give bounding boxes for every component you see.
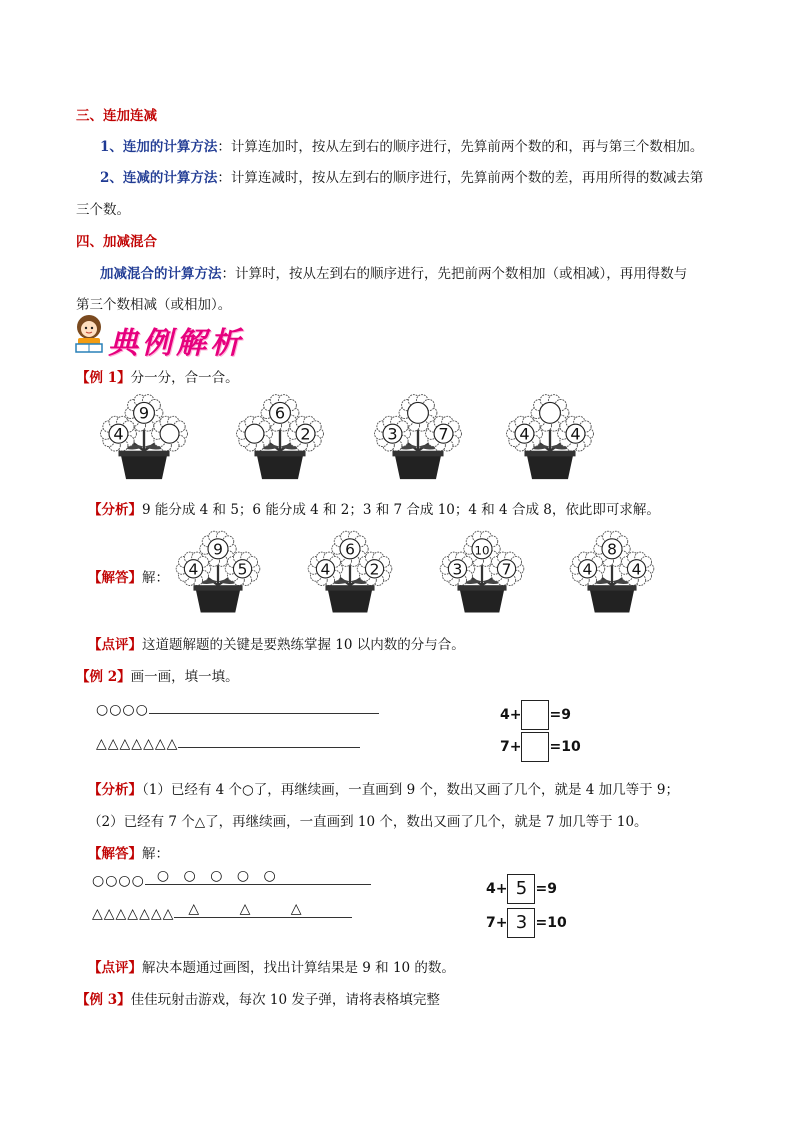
flower-pot-icon [168, 528, 268, 616]
flower-pot [300, 528, 400, 620]
ex2-heading: 【例 2】画一画，填一填。 [76, 669, 239, 685]
answer-line: ○ ○ ○ ○ ○ [145, 884, 371, 885]
flower-left-number: 3 [387, 424, 398, 444]
ex2-analysis-2: （2）已经有 7 个△了，再继续画，一直画到 10 个，数出又画了几个，就是 7 加几等于 10。 [88, 814, 648, 830]
flower-pot-icon [228, 392, 332, 482]
ex2-ans-triangle-row: △△△△△△△ △ △ △ [92, 906, 352, 922]
flower-top-number: 8 [607, 540, 617, 559]
flower-pot [92, 392, 196, 486]
section-title-4: 四、加减混合 [76, 234, 157, 250]
flower-pot [366, 392, 470, 486]
flower-left-number: 4 [519, 424, 530, 444]
flower-left-number: 4 [113, 424, 124, 444]
flower-pot-icon [498, 392, 602, 482]
flower-pot [432, 528, 532, 620]
flower-right-number: 5 [237, 560, 248, 579]
flower-pot-icon [562, 528, 662, 616]
section-title-3: 三、连加连减 [76, 108, 157, 124]
flower-top-number: 9 [138, 403, 150, 423]
filled-box: 3 [507, 908, 535, 938]
flower-pot [498, 392, 602, 486]
filled-box: 5 [507, 874, 535, 904]
ex2-eq2: 7+ =10 [500, 732, 581, 762]
flower-pot-icon [432, 528, 532, 616]
ex1-heading: 【例 1】分一分，合一合。 [76, 370, 239, 386]
flower-right-number: 2 [300, 424, 311, 444]
ex1-comment: 【点评】这道题解题的关键是要熟练掌握 10 以内数的分与合。 [88, 637, 465, 653]
flower-pot-icon [366, 392, 470, 482]
flower-pot-icon [92, 392, 196, 482]
flower-top-number: 9 [213, 540, 223, 559]
ex2-answer: 【解答】解： [88, 846, 169, 862]
item-3-cont: 第三个数相减（或相加）。 [76, 297, 232, 313]
flower-right-number: 7 [501, 560, 512, 579]
flower-pot [228, 392, 332, 486]
answer-line: △ △ △ [174, 917, 352, 918]
ex2-circle-row: ○○○○ [96, 702, 379, 718]
flower-left-number: 4 [582, 560, 593, 579]
flower-top-number: 6 [345, 540, 355, 559]
ex3-heading: 【例 3】佳佳玩射击游戏，每次 10 发子弹，请将表格填完整 [76, 992, 440, 1008]
item-2: 2、连减的计算方法：计算连减时，按从左到右的顺序进行，先算前两个数的差，再用所得的数减去第 [100, 170, 704, 186]
girl-reading-icon [72, 314, 106, 354]
blank-box[interactable] [521, 700, 549, 730]
blank-box[interactable] [521, 732, 549, 762]
ex2-triangle-row: △△△△△△△ [96, 736, 360, 752]
flower-pot [168, 528, 268, 620]
flower-top-number: 6 [274, 403, 286, 423]
ex2-comment: 【点评】解决本题通过画图，找出计算结果是 9 和 10 的数。 [88, 960, 455, 976]
ex2-eq1: 4+ =9 [500, 700, 571, 730]
flower-left-number: 4 [188, 560, 199, 579]
answer-line [149, 713, 379, 714]
flower-top-number: 10 [474, 543, 490, 558]
ex1-answer: 【解答】解： [88, 570, 169, 586]
ex1-analysis: 【分析】9 能分成 4 和 5；6 能分成 4 和 2；3 和 7 合成 10；4 和 4 合成 8，依此即可求解。 [88, 502, 660, 518]
flower-left-number: 3 [452, 560, 463, 579]
flower-pot [562, 528, 662, 620]
banner-title: 典例解析 [108, 326, 244, 361]
flower-right-number: 4 [631, 560, 642, 579]
answer-line [178, 747, 360, 748]
item-3: 加减混合的计算方法：计算时，按从左到右的顺序进行，先把前两个数相加（或相减），再用得数与 [100, 266, 688, 282]
item-2-cont: 三个数。 [76, 202, 130, 218]
flower-left-number: 4 [320, 560, 331, 579]
flower-right-number: 2 [369, 560, 380, 579]
ex2-analysis-1: 【分析】（1）已经有 4 个○了，再继续画，一直画到 9 个，数出又画了几个，就是 4 加几等于 9； [88, 782, 680, 798]
ex2-ans-eq1: 4+ 5 =9 [486, 874, 557, 904]
flower-pot-icon [300, 528, 400, 616]
flower-right-number: 4 [570, 424, 581, 444]
ex2-ans-eq2: 7+ 3 =10 [486, 908, 567, 938]
item-1: 1、连加的计算方法：计算连加时，按从左到右的顺序进行，先算前两个数的和，再与第三个数相加。 [100, 139, 704, 155]
ex2-ans-circle-row: ○○○○ ○ ○ ○ ○ ○ [92, 873, 371, 889]
flower-right-number: 7 [438, 424, 449, 444]
